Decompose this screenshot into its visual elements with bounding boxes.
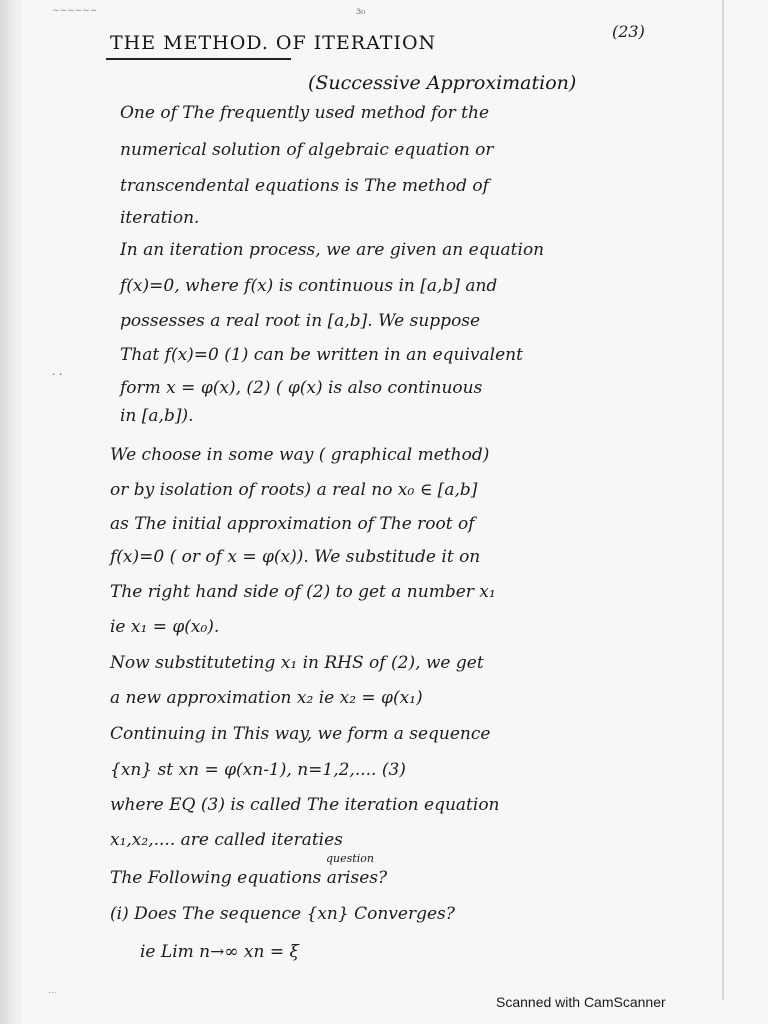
body-line: possesses a real root in [a,b]. We suppose — [120, 311, 481, 331]
body-line: In an iteration process, we are given an equation — [120, 240, 545, 260]
body-line: Now substituteting x₁ in RHS of (2), we get — [110, 653, 484, 673]
margin-dot: · · — [52, 368, 63, 381]
body-line: Continuing in This way, we form a sequence — [110, 724, 491, 744]
top-note: ɜ₀ — [356, 6, 366, 17]
body-line: We choose in some way ( graphical method) — [110, 445, 490, 465]
body-line: form x = φ(x), (2) ( φ(x) is also continuous — [120, 378, 483, 398]
bottom-mark: ... — [48, 986, 57, 996]
body-line: One of The frequently used method for the — [120, 103, 490, 123]
body-line: f(x)=0 ( or of x = φ(x)). We substitude it on — [110, 547, 481, 567]
body-line: ie Lim n→∞ xn = ξ — [140, 942, 299, 962]
body-line: The right hand side of (2) to get a number x₁ — [110, 582, 496, 602]
binding-shadow — [0, 0, 22, 1024]
title-underline — [106, 58, 291, 60]
body-line: The Following equations arises? — [110, 868, 388, 888]
inserted-word: question — [326, 852, 374, 865]
body-line: a new approximation x₂ ie x₂ = φ(x₁) — [110, 688, 423, 708]
page-title: THE METHOD. OF ITERATION — [110, 32, 437, 54]
body-line: numerical solution of algebraic equation or — [120, 140, 494, 160]
body-line: in [a,b]). — [120, 406, 194, 426]
margin-edge — [722, 0, 724, 1000]
body-line: f(x)=0, where f(x) is continuous in [a,b] and — [120, 276, 498, 296]
body-line: iteration. — [120, 208, 200, 228]
page-subtitle: (Successive Approximation) — [308, 72, 577, 94]
body-line: x₁,x₂,.... are called iteraties — [110, 830, 343, 850]
body-line: transcendental equations is The method of — [120, 176, 489, 196]
body-line: That f(x)=0 (1) can be written in an equivalent — [120, 345, 523, 365]
scanner-watermark: Scanned with CamScanner — [496, 994, 666, 1010]
body-line: (i) Does The sequence {xn} Converges? — [110, 904, 455, 924]
page-number: (23) — [612, 22, 645, 41]
body-line: ie x₁ = φ(x₀). — [110, 617, 220, 637]
corner-mark: ~~~~~~ — [52, 6, 98, 16]
body-line: where EQ (3) is called The iteration equation — [110, 795, 500, 815]
body-line: or by isolation of roots) a real no x₀ ∈ [a,b] — [110, 480, 478, 500]
body-line: as The initial approximation of The root of — [110, 514, 475, 534]
body-line: {xn} st xn = φ(xn-1), n=1,2,.... (3) — [110, 760, 406, 780]
